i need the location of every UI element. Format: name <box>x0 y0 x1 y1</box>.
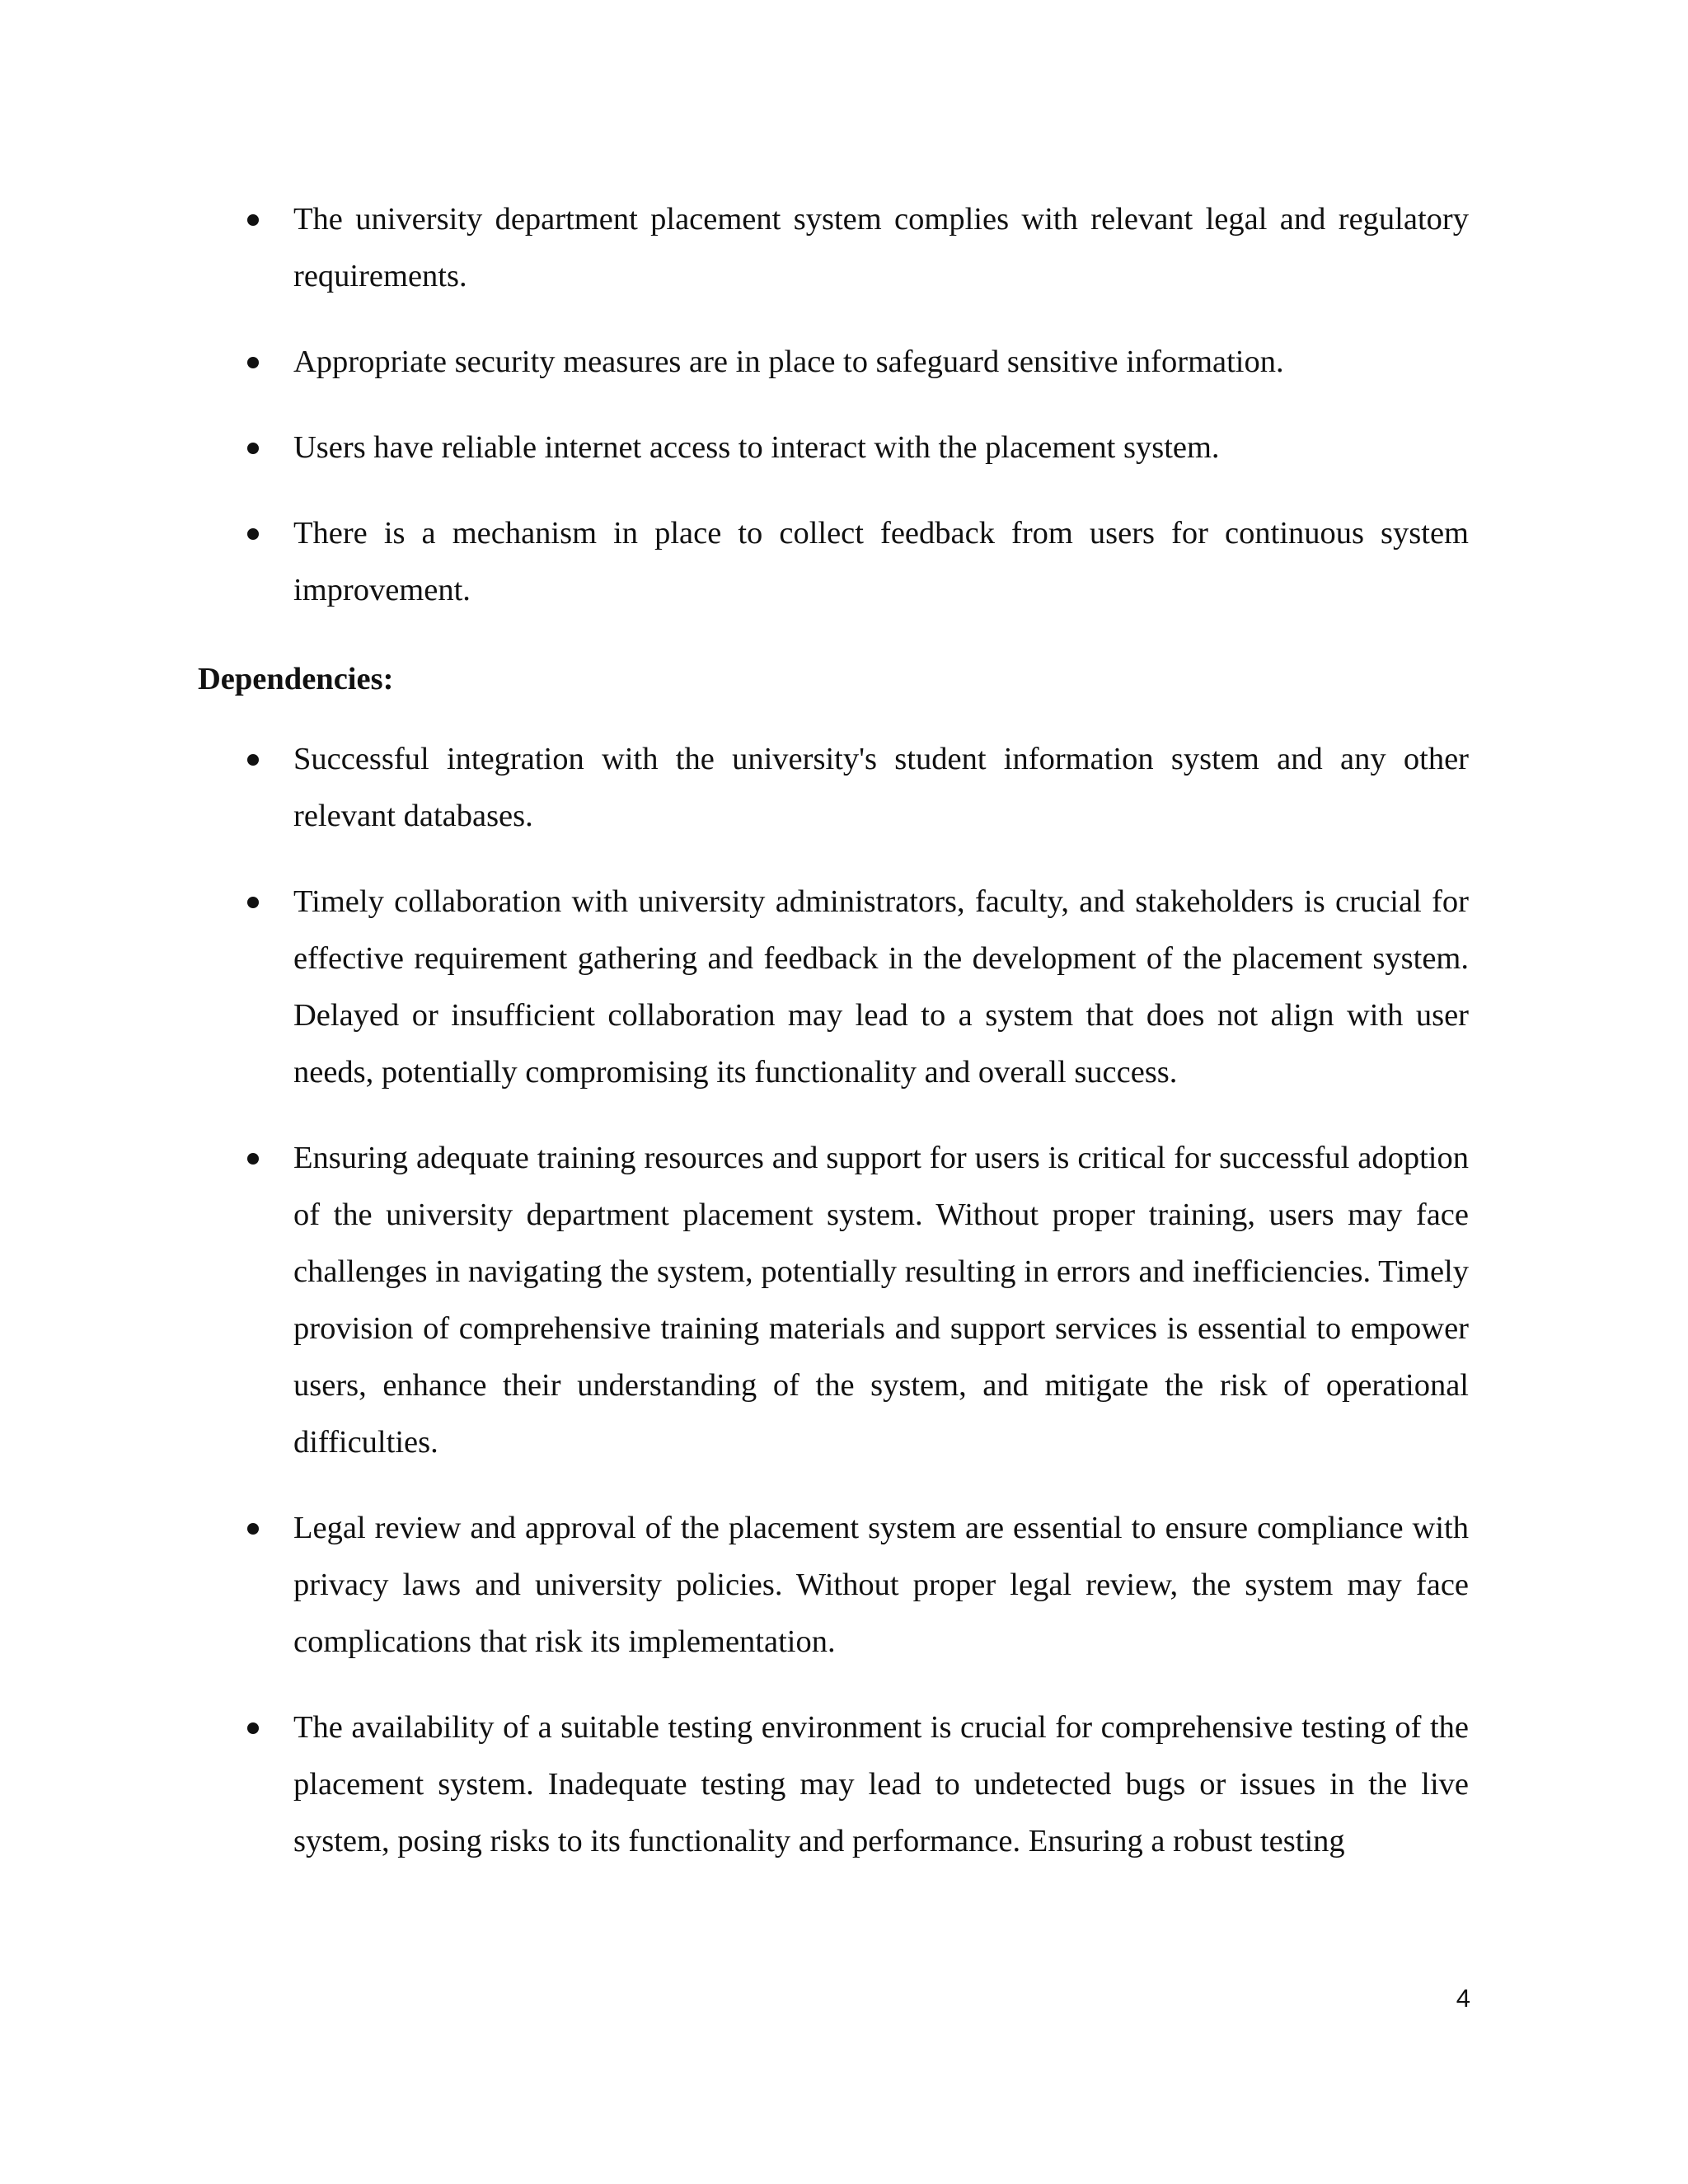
list-item-text: Appropriate security measures are in place to safeguard sensitive information. <box>293 344 1284 379</box>
list-item-text: The availability of a suitable testing environment is crucial for comprehensive testing of the placement system. Inadequate testing may lead to undetected bugs or issues in the live system, posing risks to its functionality and performance. Ensuring a robust testing <box>293 1710 1469 1858</box>
bullet-icon <box>247 214 259 226</box>
list-item-text: There is a mechanism in place to collect feedback from users for continuous system improvement. <box>293 516 1469 607</box>
dependencies-list <box>198 731 1469 1899</box>
page-number: 4 <box>1456 1984 1470 2013</box>
list-item-text: Ensuring adequate training resources and support for users is critical for successful adoption of the university department placement system. Without proper training, users may face challenges in navigating the system, potentially resulting in errors and inefficiencies. Timely provision of comprehensive training materials and support services is essential to empower users, enhance their understanding of the system, and mitigate the risk of operational difficulties. <box>293 1141 1469 1460</box>
list-item <box>198 505 1469 619</box>
list-item <box>198 191 1469 305</box>
list-item <box>198 731 1469 845</box>
list-item <box>198 419 1469 476</box>
list-item <box>198 1500 1469 1671</box>
list-item <box>198 1130 1469 1471</box>
list-item-text: The university department placement system complies with relevant legal and regulatory requirements. <box>293 202 1469 293</box>
bullet-icon <box>247 897 259 908</box>
bullet-icon <box>247 1153 259 1165</box>
bullet-icon <box>247 528 259 540</box>
list-item-text: Timely collaboration with university administrators, faculty, and stakeholders is crucial for effective requirement gathering and feedback in the development of the placement system. Delayed or insufficient collaboration may lead to a system that does not align with user needs, potentially compromising its functionality and overall success. <box>293 884 1469 1090</box>
list-item <box>198 1699 1469 1870</box>
bullet-icon <box>247 754 259 766</box>
assumptions-list <box>198 191 1469 648</box>
bullet-icon <box>247 357 259 368</box>
dependencies-heading: Dependencies: <box>198 662 394 696</box>
list-item-text: Legal review and approval of the placement system are essential to ensure compliance with privacy laws and university policies. Without proper legal review, the system may face complications that risk its implementation. <box>293 1511 1469 1659</box>
list-item-text: Users have reliable internet access to interact with the placement system. <box>293 430 1220 465</box>
list-item <box>198 874 1469 1101</box>
list-item-text: Successful integration with the university's student information system and any other relevant databases. <box>293 742 1469 833</box>
bullet-icon <box>247 1523 259 1535</box>
bullet-icon <box>247 443 259 454</box>
list-item <box>198 334 1469 391</box>
bullet-icon <box>247 1722 259 1734</box>
